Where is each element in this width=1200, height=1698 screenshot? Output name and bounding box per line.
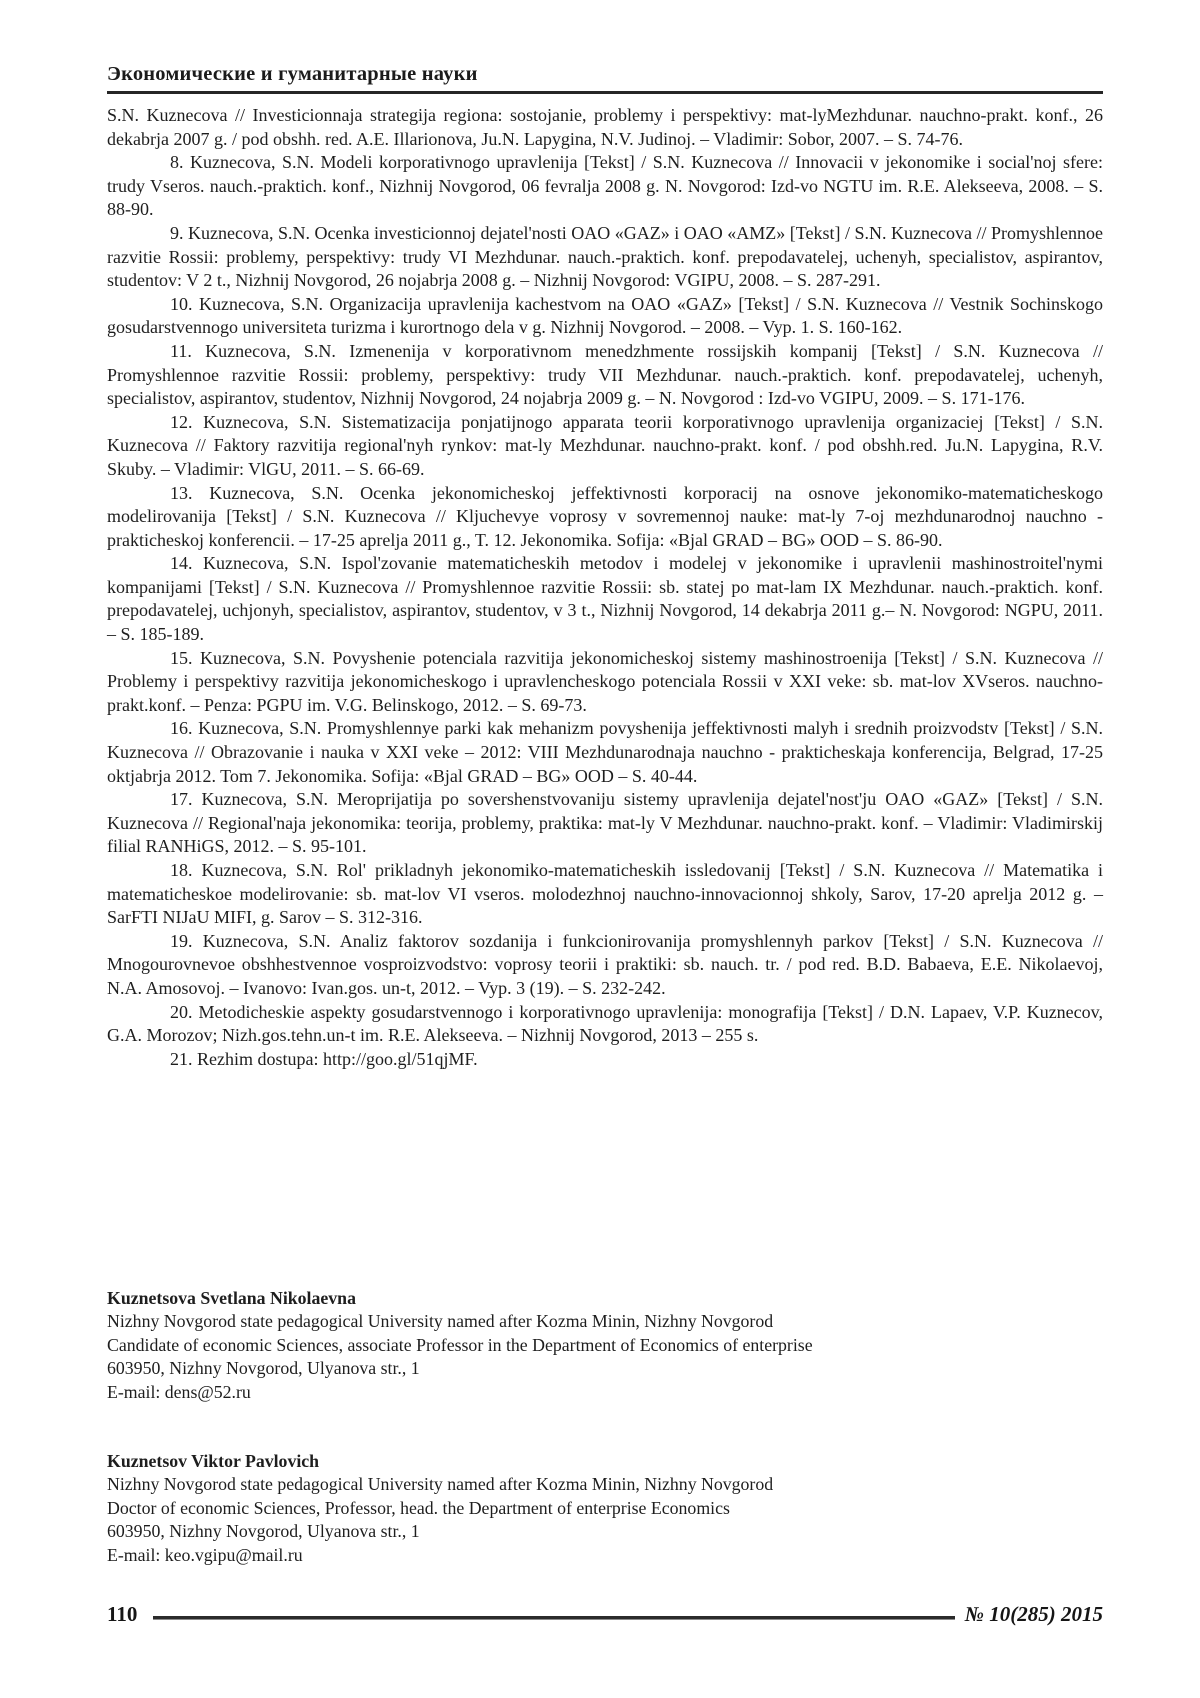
- author-affiliation: Nizhny Novgorod state pedagogical University named after Kozma Minin, Nizhny Novgorod: [107, 1474, 774, 1495]
- reference-item-10: 10. Kuznecova, S.N. Organizacija upravlenija kachestvom na OAO «GAZ» [Tekst] / S.N. Kuznecova // Vestnik Sochinskogo gosudarstvennogo universiteta turizma i kurortnogo dela v g. Nizhnij Novgorod. – 2008. – Vyp. 1. S. 160-162.: [107, 293, 1103, 338]
- author-block-kuznetsova: [107, 1287, 1103, 1404]
- reference-item-19: 19. Kuznecova, S.N. Analiz faktorov sozdanija i funkcionirovanija promyshlennyh parkov [Tekst] / S.N. Kuznecova // Mnogourovnevoe obshhestvennoe vosproizvodstvo: voprosy teorii i praktiki: sb. nauch. tr. / pod red. B.D. Babaeva, E.E. Nikolaevoj, N.A. Amosovoj. – Ivanovo: Ivan.gos. un-t, 2012. – Vyp. 3 (19). – S. 232-242.: [107, 930, 1103, 998]
- reference-item-12: 12. Kuznecova, S.N. Sistematizacija ponjatijnogo apparata teorii korporativnogo upravlenija organizaciej [Tekst] / S.N. Kuznecova // Faktory razvitija regional'nyh rynkov: mat-ly Mezhdunar. nauchno-prakt. konf. / pod obshh.red. Ju.N. Lapygina, R.V. Skuby. – Vladimir: VlGU, 2011. – S. 66-69.: [107, 411, 1103, 479]
- page-number: 110: [107, 1602, 138, 1626]
- author-email: E-mail: dens@52.ru: [107, 1381, 251, 1402]
- footer-rule: [153, 1616, 954, 1620]
- reference-continuation: S.N. Kuznecova // Investicionnaja strategija regiona: sostojanie, problemy i perspektivy: mat-lyMezhdunar. nauchno-prakt. konf., 26 dekabrja 2007 g. / pod obshh. red. A.E. Illarionova, Ju.N. Lapygina, N.V. Judinoj. – Vladimir: Sobor, 2007. – S. 74-76.: [107, 105, 1103, 149]
- reference-item-11: 11. Kuznecova, S.N. Izmenenija v korporativnom menedzhmente rossijskih kompanij [Tekst] / S.N. Kuznecova // Promyshlennoe razvitie Rossii: problemy, perspektivy: trudy VII Mezhdunar. nauch.-praktich. konf. prepodavatelej, uchenyh, specialistov, aspirantov, studentov, Nizhnij Novgorod, 24 nojabrja 2009 g. – N. Novgorod : Izd-vo VGIPU, 2009. – S. 171-176.: [107, 340, 1103, 409]
- references-list: [107, 104, 1103, 1071]
- reference-item-18: 18. Kuznecova, S.N. Rol' prikladnyh jekonomiko-matematicheskih issledovanij [Tekst] / S.N. Kuznecova // Matematika i matematicheskoe modelirovanie: sb. mat-lov VI vseros. molodezhnoj nauchno-innovacionnoj shkoly, Sarov, 17-20 aprelja 2012 g. – SarFTI NIJaU MIFI, g. Sarov – S. 312-316.: [107, 860, 1103, 928]
- author-position: Doctor of economic Sciences, Professor, head. the Department of enterprise Economics: [107, 1497, 730, 1518]
- author-position: Candidate of economic Sciences, associate Professor in the Department of Economics of enterprise: [107, 1334, 813, 1355]
- author-address: 603950, Nizhny Novgorod, Ulyanova str., 1: [107, 1358, 420, 1379]
- author-address: 603950, Nizhny Novgorod, Ulyanova str., 1: [107, 1521, 420, 1542]
- author-affiliation: Nizhny Novgorod state pedagogical University named after Kozma Minin, Nizhny Novgorod: [107, 1311, 774, 1332]
- running-head: [107, 63, 1103, 94]
- author-email: E-mail: keo.vgipu@mail.ru: [107, 1544, 303, 1565]
- reference-item-9: 9. Kuznecova, S.N. Ocenka investicionnoj dejatel'nosti OAO «GAZ» i OAO «AMZ» [Tekst] / S.N. Kuznecova // Promyshlennoe razvitie Rossii: problemy, perspektivy: trudy VI Mezhdunar. nauch.-praktich. konf. prepodavatelej, uchenyh, specialistov, aspirantov, studentov: V 2 t., Nizhnij Novgorod, 26 nojabrja 2008 g. – Nizhnij Novgorod: VGIPU, 2008. – S. 287-291.: [107, 222, 1103, 291]
- reference-item-13: 13. Kuznecova, S.N. Ocenka jekonomicheskoj jeffektivnosti korporacij na osnove jekonomiko-matematicheskogo modelirovanija [Tekst] / S.N. Kuznecova // Kljuchevye voprosy v sovremennoj nauke: mat-ly 7-oj mezhdunarodnoj nauchno - prakticheskoj konferencii. – 17-25 aprelja 2011 g., T. 12. Jekonomika. Sofija: «Bjal GRAD – BG» OOD – S. 86-90.: [107, 482, 1103, 550]
- reference-item-14: 14. Kuznecova, S.N. Ispol'zovanie matematicheskih metodov i modelej v jekonomike i upravlenii mashinostroitel'nymi kompanijami [Tekst] / S.N. Kuznecova // Promyshlennoe razvitie Rossii: sb. statej po mat-lam IX Mezhdunar. nauch.-praktich. konf. prepodavatelej, uchjonyh, specialistov, aspirantov, studentov, v 3 t., Nizhnij Novgorod, 14 dekabrja 2011 g.– N. Novgorod: NGPU, 2011. – S. 185-189.: [107, 553, 1103, 645]
- author-block-kuznetsov: [107, 1450, 1103, 1567]
- page-footer: [107, 1602, 1103, 1627]
- author-name: Kuznetsova Svetlana Nikolaevna: [107, 1288, 356, 1308]
- section-title: Экономические и гуманитарные науки: [107, 63, 478, 85]
- reference-item-16: 16. Kuznecova, S.N. Promyshlennye parki kak mehanizm povyshenija jeffektivnosti malyh i srednih proizvodstv [Tekst] / S.N. Kuznecova // Obrazovanie i nauka v XXI veke – 2012: VIII Mezhdunarodnaja nauchno - prakticheskaja konferencija, Belgrad, 17-25 oktjabrja 2012. Tom 7. Jekonomika. Sofija: «Bjal GRAD – BG» OOD – S. 40-44.: [107, 718, 1103, 786]
- reference-item-8: 8. Kuznecova, S.N. Modeli korporativnogo upravlenija [Tekst] / S.N. Kuznecova // Innovacii v jekonomike i social'noj sfere: trudy Vseros. nauch.-praktich. konf., Nizhnij Novgorod, 06 fevralja 2008 g. N. Novgorod: Izd-vo NGTU im. R.E. Alekseeva, 2008. – S. 88-90.: [107, 152, 1103, 220]
- author-name: Kuznetsov Viktor Pavlovich: [107, 1451, 320, 1471]
- reference-item-20: 20. Metodicheskie aspekty gosudarstvennogo i korporativnogo upravlenija: monografija [Tekst] / D.N. Lapaev, V.P. Kuznecov, G.A. Morozov; Nizh.gos.tehn.un-t im. R.E. Alekseeva. – Nizhnij Novgorod, 2013 – 255 s.: [107, 1001, 1103, 1046]
- reference-item-21: 21. Rezhim dostupa: http://goo.gl/51qjMF.: [170, 1048, 478, 1069]
- reference-item-17: 17. Kuznecova, S.N. Meroprijatija po sovershenstvovaniju sistemy upravlenija dejatel'nost'ju OAO «GAZ» [Tekst] / S.N. Kuznecova // Regional'naja jekonomika: teorija, problemy, praktika: mat-ly V Mezhdunar. nauchno-prakt. konf. – Vladimir: Vladimirskij filial RANHiGS, 2012. – S. 95-101.: [107, 789, 1103, 857]
- issue-number: № 10(285) 2015: [964, 1602, 1103, 1626]
- reference-item-15: 15. Kuznecova, S.N. Povyshenie potenciala razvitija jekonomicheskoj sistemy mashinostroenija [Tekst] / S.N. Kuznecova // Problemy i perspektivy razvitija jekonomicheskogo i upravlencheskogo potenciala Rossii v XXI veke: sb. mat-lov XVseros. nauchno-prakt.konf. – Penza: PGPU im. V.G. Belinskogo, 2012. – S. 69-73.: [107, 647, 1103, 715]
